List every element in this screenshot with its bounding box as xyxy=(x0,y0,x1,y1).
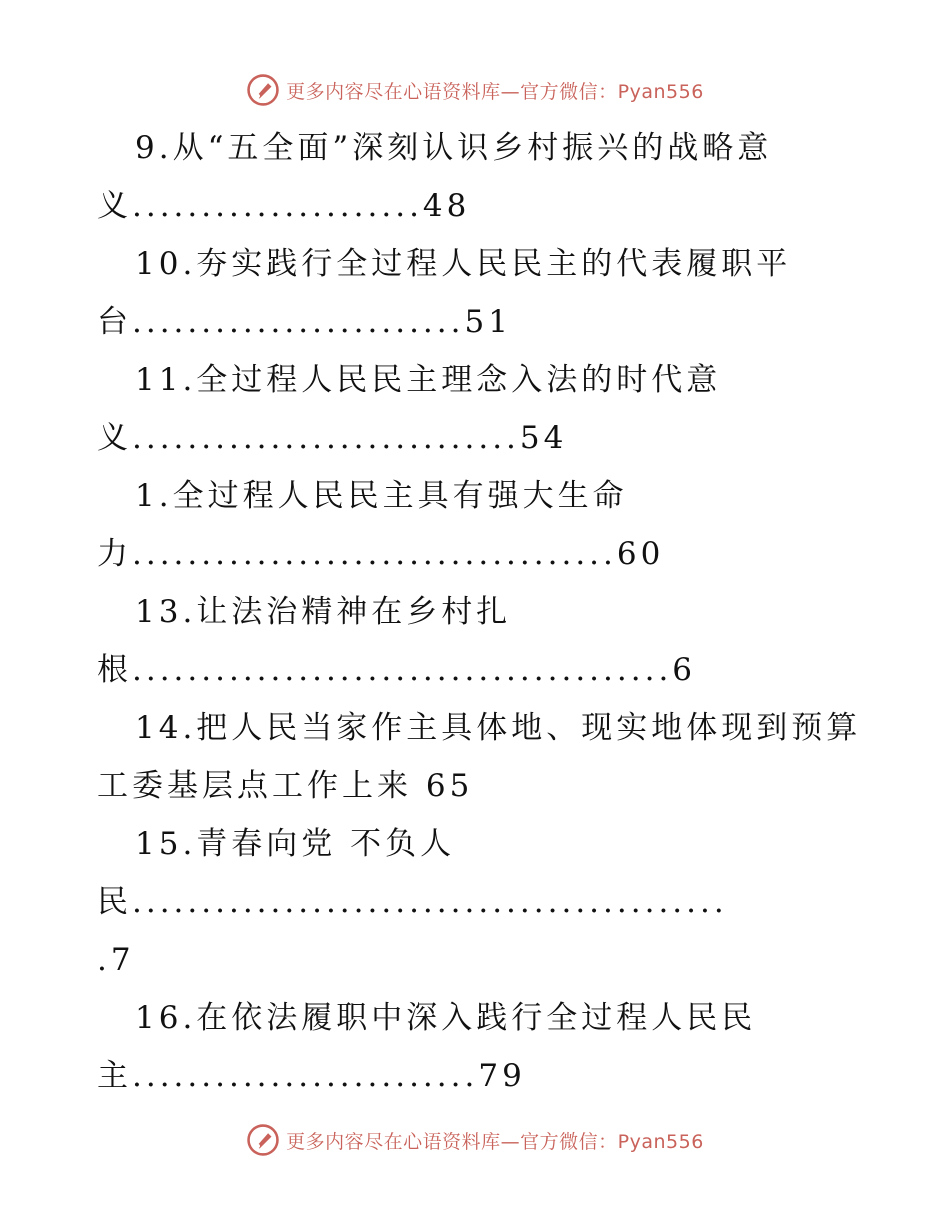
toc-line: 义............................54 xyxy=(97,420,568,456)
toc-line: 力...................................60 xyxy=(97,536,665,572)
toc-line: 10.夯实践行全过程人民民主的代表履职平 xyxy=(135,246,792,282)
toc-line: 民........................................... xyxy=(97,884,728,920)
pen-nib-logo-icon xyxy=(246,1123,280,1157)
toc-line: 14.把人民当家作主具体地、现实地体现到预算 xyxy=(135,710,862,746)
toc-line: 9.从“五全面”深刻认识乡村振兴的战略意 xyxy=(135,130,773,166)
toc-line: 1.全过程人民民主具有强大生命 xyxy=(135,478,628,514)
toc-line: 13.让法治精神在乡村扎 xyxy=(135,594,512,630)
toc-line: 主.........................79 xyxy=(97,1058,526,1094)
header-watermark xyxy=(0,70,950,110)
pen-nib-logo-icon xyxy=(246,73,280,107)
toc-line: 15.青春向党 不负人 xyxy=(135,826,456,862)
toc-line: 义.....................48 xyxy=(97,188,471,224)
toc-line: 16.在依法履职中深入践行全过程人民民 xyxy=(135,1000,757,1036)
toc-line: 根.......................................6 xyxy=(97,652,697,688)
toc-line: .7 xyxy=(97,942,135,978)
toc-line: 11.全过程人民民主理念入法的时代意 xyxy=(135,362,722,398)
toc-line: 工委基层点工作上来 65 xyxy=(97,768,474,804)
watermark-text: 更多内容尽在心语资料库—官方微信：Pyan556 xyxy=(286,1130,704,1153)
watermark-text: 更多内容尽在心语资料库—官方微信：Pyan556 xyxy=(286,80,704,103)
footer-watermark xyxy=(0,1120,950,1160)
toc-line: 台........................51 xyxy=(97,304,512,340)
